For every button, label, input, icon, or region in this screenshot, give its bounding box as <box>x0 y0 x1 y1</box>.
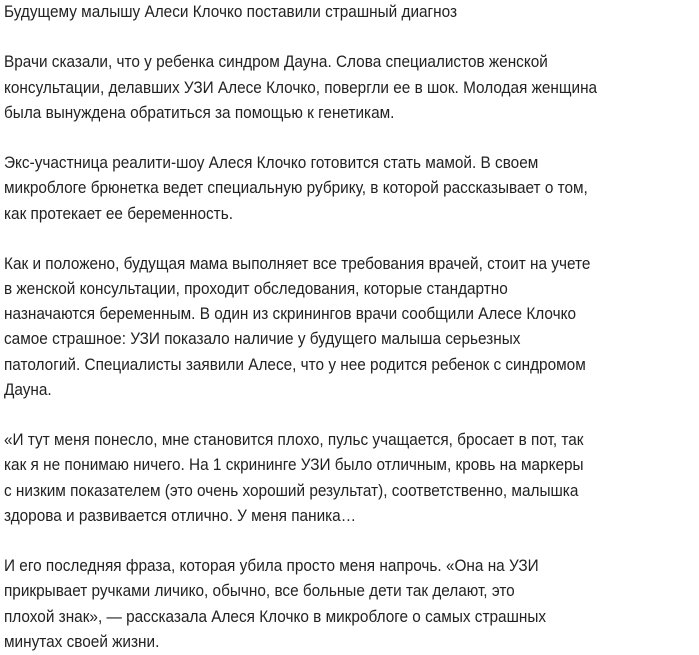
paragraph-line: Врачи сказали, что у ребенка синдром Дауна. Слова специалистов женской <box>4 53 548 72</box>
paragraph-line: Как и положено, будущая мама выполняет все требования врачей, стоит на учете <box>4 254 591 273</box>
paragraph-line: прикрывает ручками личико, обычно, все больные дети так делают, это <box>4 582 515 601</box>
paragraph <box>4 554 699 655</box>
paragraph-line: самое страшное: УЗИ показало наличие у будущего малыша серьезных <box>4 330 521 349</box>
article-title: Будущему малышу Алеси Клочко поставили страшный диагноз <box>4 3 458 21</box>
paragraph-line: консультации, делавших УЗИ Алесе Клочко, повергли ее в шок. Молодая женщина <box>4 78 598 97</box>
paragraph-line: в женской консультации, проходит обследования, которые стандартно <box>4 280 508 299</box>
paragraph-line: патологий. Специалисты заявили Алесе, что у нее родится ребенок с синдромом <box>4 355 586 374</box>
paragraph-line: назначаются беременным. В один из скринингов врачи сообщили Алесе Клочко <box>4 305 577 324</box>
paragraph-line: плохой знак», — рассказала Алеся Клочко в микроблоге о самых страшных <box>4 607 547 626</box>
paragraph-line: И его последняя фраза, которая убила просто меня напрочь. «Она на УЗИ <box>4 557 539 576</box>
paragraph-line: была вынуждена обратиться за помощью к генетикам. <box>4 103 395 122</box>
paragraph-line: как протекает ее беременность. <box>4 204 233 223</box>
paragraph <box>4 428 699 529</box>
paragraph-line: с низким показателем (это очень хороший результат), соответственно, малышка <box>4 481 579 500</box>
paragraph <box>4 151 699 227</box>
paragraph <box>4 252 699 403</box>
paragraph-line: минутах своей жизни. <box>4 632 160 651</box>
paragraph-line: здорова и развивается отлично. У меня паника… <box>4 506 357 525</box>
paragraph <box>4 50 699 126</box>
paragraph-line: Дауна. <box>4 380 52 399</box>
paragraph-line: «И тут меня понесло, мне становится плохо, пульс учащается, бросает в пот, так <box>4 431 584 450</box>
article-body <box>4 25 699 655</box>
paragraph-line: микроблоге брюнетка ведет специальную рубрику, в которой рассказывает о том, <box>4 179 588 198</box>
paragraph-line: Экс-участница реалити-шоу Алеся Клочко готовится стать мамой. В своем <box>4 154 539 173</box>
paragraph-line: как я не понимаю ничего. На 1 скрининге УЗИ было отличным, кровь на маркеры <box>4 456 584 475</box>
